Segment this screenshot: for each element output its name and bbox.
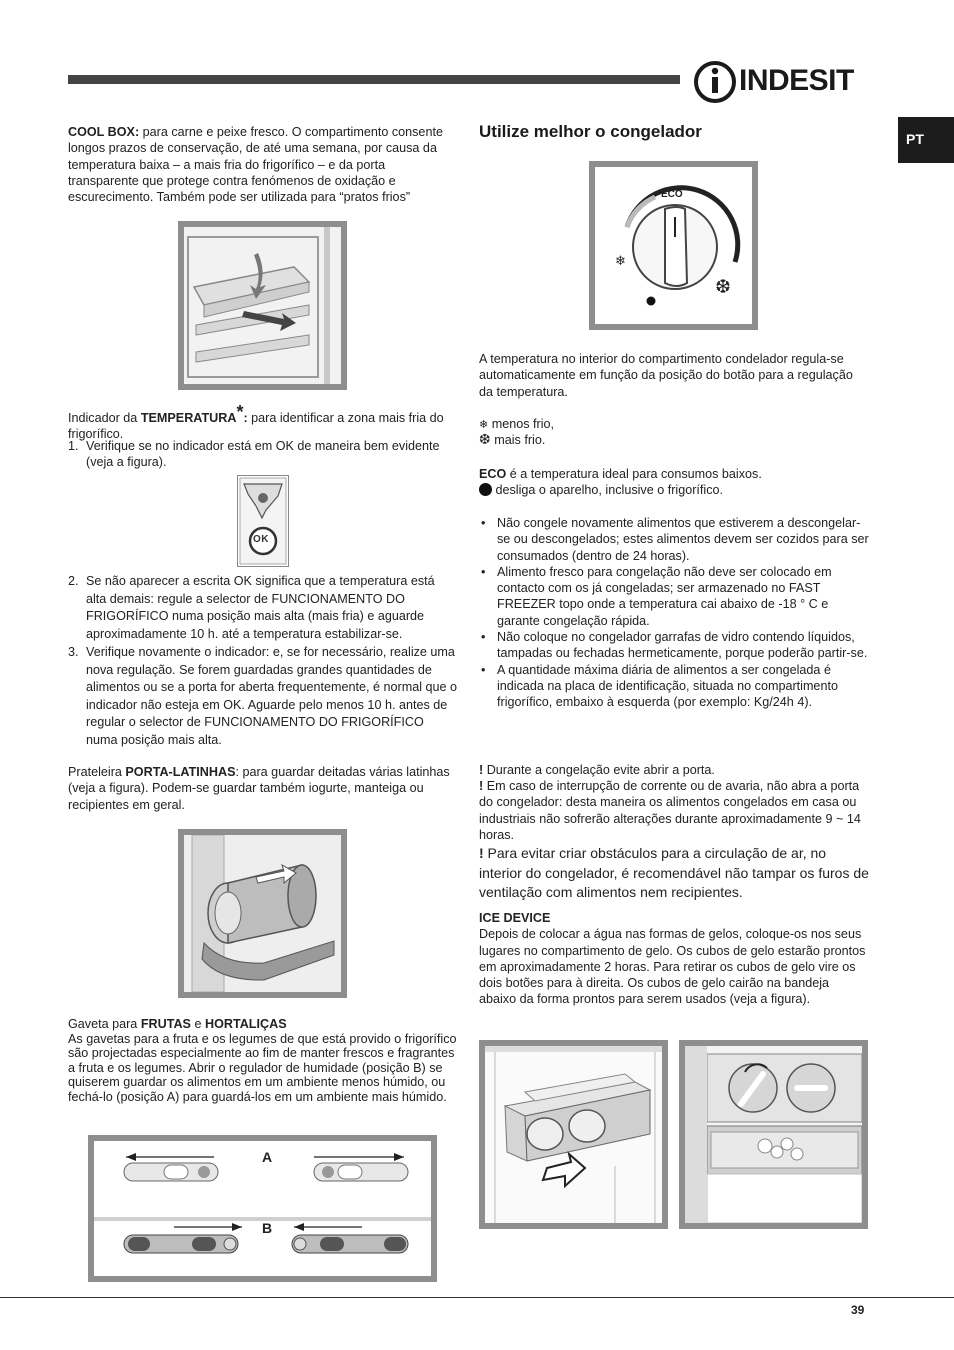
ice-tray-figure bbox=[479, 1040, 668, 1229]
footer-rule bbox=[0, 1297, 954, 1298]
language-tab-label: PT bbox=[906, 131, 924, 147]
list-item: • A quantidade máxima diária de alimentos a ser congelada é indicada na placa de identificação, situada no compartimento frigorífico, embaixo à esquerda (por exemplo: Kg/24h 4). bbox=[479, 662, 869, 711]
off-dot-icon bbox=[479, 483, 492, 496]
snowflake-large-icon: ❆ bbox=[479, 432, 491, 448]
page-number: 39 bbox=[851, 1303, 865, 1317]
coolbox-figure bbox=[178, 221, 347, 390]
step-2: 2. Se não aparecer a escrita OK significa que a temperatura está alta demais: regule a selector de FUNCIONAMENTO DO FRIGORÍFICO numa posição mais alta (mais fria) e aguarde aproximadamente 10 h. até a temperatura estabilizar-se. bbox=[68, 574, 435, 641]
shelf-title: PORTA-LATINHAS bbox=[125, 765, 236, 779]
drawer-paragraph: Gaveta para FRUTAS e HORTALIÇAS As gavetas para a fruta e os legumes de que está provido o frigorífico são projectadas especialmente ao fim de manter frescos e fragrantes a fruta e os legumes. Abrir o regulador de humidade (posição B) se quiserem guardar os alimentos em um ambiente menos húmido, ou fechá-lo (posição A) para guardá-los em um ambiente mais húmido. bbox=[68, 1017, 457, 1104]
freezer-heading: Utilize melhor o congelador bbox=[479, 122, 702, 141]
freezer-tips-list bbox=[479, 515, 869, 711]
header-rule bbox=[68, 75, 680, 84]
eco-line: ECO é a temperatura ideal para consumos baixos. bbox=[479, 467, 762, 481]
more-cold-snowflake-icon: ❆ bbox=[715, 276, 731, 298]
drawer-title-veg: HORTALIÇAS bbox=[204, 1017, 287, 1031]
ice-device-section: ICE DEVICE Depois de colocar a água nas formas de gelos, coloque-os nos seus lugares no compartimento de gelo. Os cubos de gelo estarão prontos em aproximadamente 2 horas. Para retirar os cubos de gelo vire os dois botões para à direita. Os cubos de gelo cairão na bandeja abaixo da forma prontos para serem usados (veja a figura). bbox=[479, 910, 869, 1008]
ok-indicator-figure bbox=[237, 475, 289, 567]
coolbox-text: para carne e peixe fresco. O compartimento consente longos prazos de conservação, de até uma semana, por causa da temperatura baixa – a mais fria do frigorífico – e da porta transparente que protege contra fenómenos de oxidação e escurecimento. Também pode ser utilizada para “pratos frios” bbox=[68, 125, 443, 205]
list-item: • Não coloque no congelador garrafas de vidro contendo líquidos, tampadas ou fechadas hermeticamente, porque poderão partir-se. bbox=[479, 629, 869, 662]
less-cold-line: ❄ menos frio, bbox=[479, 417, 555, 431]
temperature-paragraph: Indicador da TEMPERATURA*: para identificar a zona mais fria do frigorífico. bbox=[68, 402, 444, 442]
less-cold-snowflake-icon: ❄ bbox=[615, 254, 626, 269]
ice-device-title: ICE DEVICE bbox=[479, 911, 551, 925]
freezer-dial-figure bbox=[589, 161, 758, 330]
position-a-label: A bbox=[262, 1149, 273, 1165]
step-3: 3. Verifique novamente o indicador: e, se for necessário, realize uma nova regulação. Se forem guardadas grandes quantidades de alimentos ou se a porta for aberta frequentemente, é normal que o indicador não esteja em OK. Aguarde pelo menos 10 h. antes de regular o selector de FUNCIONAMENTO DO FRIGORÍFICO numa posição mais alta. bbox=[68, 645, 458, 747]
brand-name: INDESIT bbox=[739, 64, 854, 97]
ok-label: OK bbox=[253, 534, 269, 545]
shelf-paragraph: Prateleira PORTA-LATINHAS: para guardar deitadas várias latinhas (veja a figura). Podem-se guardar também iogurte, manteiga ou recipientes em geral. bbox=[68, 765, 450, 812]
can-shelf-figure bbox=[178, 829, 347, 998]
ice-knobs-figure bbox=[679, 1040, 868, 1229]
temperature-indicator-icon bbox=[238, 476, 288, 566]
list-item: • Não congele novamente alimentos que estiverem a descongelar-se ou descongelados; estes alimentos devem ser cozidos para ser consumados (dentro de 24 horas). bbox=[479, 515, 869, 564]
more-cold-line: ❆ mais frio. bbox=[479, 432, 546, 448]
can-shelf-illustration bbox=[184, 835, 341, 992]
step-1: 1. Verifique se no indicador está em OK de maneira bem evidente (veja a figura). bbox=[68, 439, 440, 470]
coolbox-drawer-illustration bbox=[184, 227, 341, 384]
coolbox-title: COOL BOX: bbox=[68, 125, 140, 139]
temperature-title: TEMPERATURA bbox=[140, 411, 237, 425]
snowflake-small-icon: ❄ bbox=[479, 418, 489, 431]
ice-tray-illustration bbox=[485, 1046, 662, 1223]
list-item: • Alimento fresco para congelação não deve ser colocado em contacto com os já congeladas; ser armazenado no FAST FREEZER topo onde a temperatura cai abaixo de -18 ° C e garante congelação rápida. bbox=[479, 564, 869, 629]
language-tab bbox=[898, 117, 954, 163]
brand-logo bbox=[693, 56, 873, 106]
off-line: desliga o aparelho, inclusive o frigorífico. bbox=[479, 482, 869, 498]
dial-eco-label: ECO bbox=[661, 189, 683, 200]
warning-1: ! Durante a congelação evite abrir a porta. bbox=[479, 763, 715, 777]
warning-3: ! Para evitar criar obstáculos para a circulação de ar, no interior do congelador, é recomendável não tampar os furos de ventilação com alimentos nem recipientes. bbox=[479, 845, 869, 900]
warning-2: ! Em caso de interrupção de corrente ou de avaria, não abra a porta do congelador: desta maneira os alimentos congelados em casa ou industriais não sofrerão alterações durante aproximadamente 9 ~ 14 horas. bbox=[479, 779, 861, 842]
drawer-title-fruit: FRUTAS bbox=[140, 1017, 191, 1031]
position-b-label: B bbox=[262, 1220, 273, 1236]
coolbox-paragraph bbox=[68, 124, 458, 205]
freezer-intro: A temperatura no interior do compartimento condelador regula-se automaticamente em função da posição do botão para a regulação da temperatura. bbox=[479, 352, 853, 399]
ice-knobs-illustration bbox=[685, 1046, 862, 1223]
humidity-regulator-figure bbox=[88, 1135, 437, 1282]
